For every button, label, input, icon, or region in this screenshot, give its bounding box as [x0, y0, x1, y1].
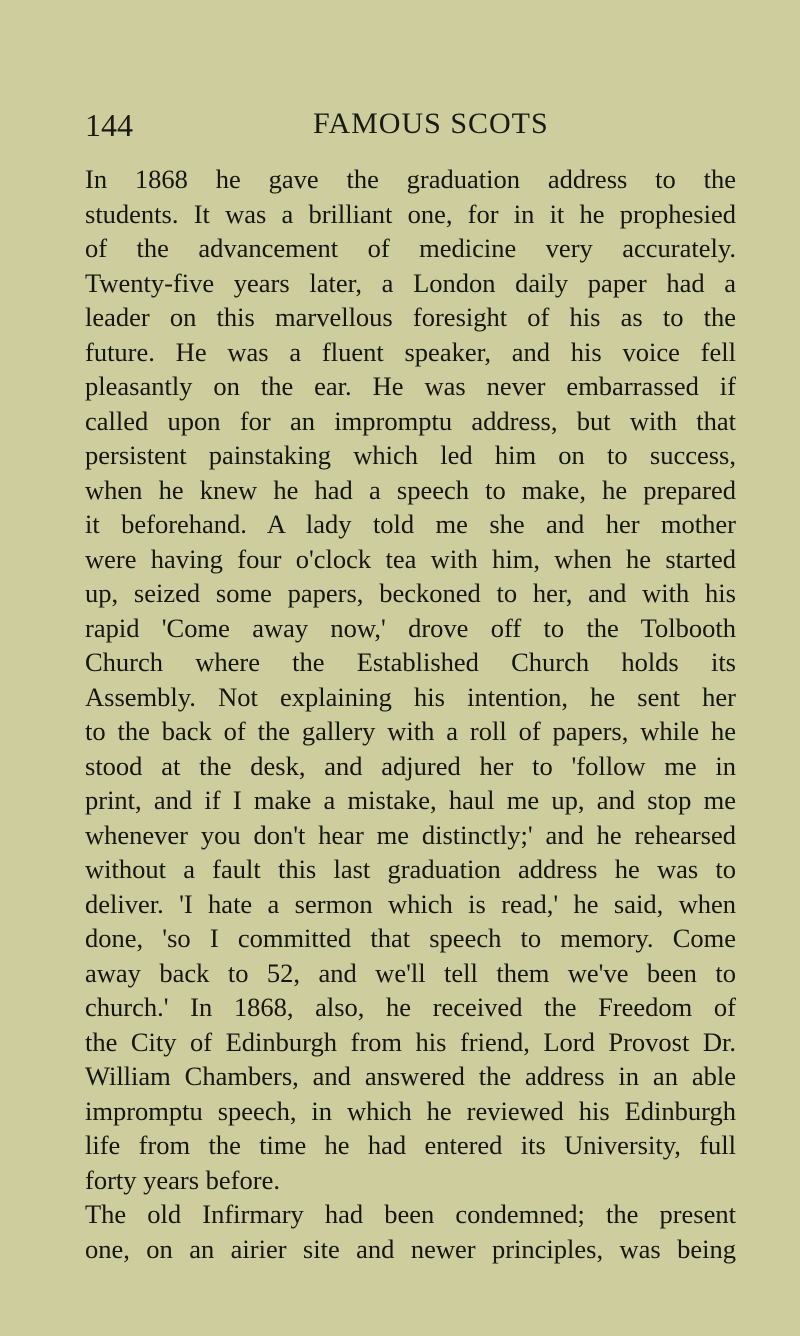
body-text [85, 162, 736, 1266]
text-line: persistent painstaking which led him on to success, [85, 440, 736, 470]
text-line: it beforehand. A lady told me she and her mother [85, 509, 736, 539]
text-line: done, 'so I committed that speech to memory. Come [85, 923, 736, 953]
text-line: life from the time he had entered its University, full [85, 1130, 736, 1160]
text-line: future. He was a fluent speaker, and his voice fell [85, 336, 736, 367]
text-line: pleasantly on the ear. He was never embarrassed if [85, 371, 736, 401]
text-line: were having four o'clock tea with him, when he started [85, 543, 736, 574]
text-line: when he knew he had a speech to make, he prepared [85, 474, 736, 505]
text-line: one, on an airier site and newer principles, was being [85, 1233, 736, 1264]
page-number: 144 [85, 107, 133, 143]
text-line: the City of Edinburgh from his friend, Lord Provost Dr. [85, 1026, 736, 1057]
text-line: without a fault this last graduation address he was to [85, 854, 736, 884]
text-line: In 1868 he gave the graduation address to the [85, 164, 736, 194]
text-line: called upon for an impromptu address, but with that [85, 405, 736, 436]
text-line: Church where the Established Church holds its [85, 647, 736, 677]
text-line: whenever you don't hear me distinctly;' and he rehearsed [85, 819, 736, 850]
text-line: Assembly. Not explaining his intention, he sent her [85, 681, 736, 712]
text-line: to the back of the gallery with a roll of papers, while he [85, 716, 736, 746]
text-line: rapid 'Come away now,' drove off to the Tolbooth [85, 612, 736, 643]
text-line: deliver. 'I hate a sermon which is read,' he said, when [85, 888, 736, 919]
text-line: of the advancement of medicine very accurately. [85, 233, 736, 263]
text-line: impromptu speech, in which he reviewed his Edinburgh [85, 1095, 736, 1126]
text-line: Twenty-five years later, a London daily paper had a [85, 267, 736, 298]
text-line: William Chambers, and answered the address in an able [85, 1061, 736, 1091]
page-header [85, 103, 735, 147]
text-line: stood at the desk, and adjured her to 'follow me in [85, 750, 736, 781]
text-line: away back to 52, and we'll tell them we've been to [85, 957, 736, 988]
running-head: FAMOUS SCOTS [313, 107, 549, 140]
text-line: print, and if I make a mistake, haul me up, and stop me [85, 785, 736, 815]
text-line: leader on this marvellous foresight of his as to the [85, 302, 736, 332]
text-line-paragraph-start: The old Infirmary had been condemned; the present [85, 1199, 736, 1229]
text-line-paragraph-end: forty years before. [85, 1164, 280, 1195]
text-line: church.' In 1868, also, he received the Freedom of [85, 992, 736, 1022]
text-line: up, seized some papers, beckoned to her, and with his [85, 578, 736, 608]
text-line: students. It was a brilliant one, for in it he prophesied [85, 198, 736, 229]
